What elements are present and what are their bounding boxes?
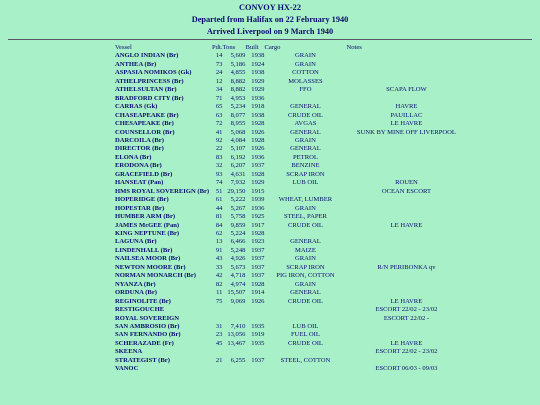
vessel-name: LAGUNA (Br) xyxy=(115,238,157,246)
cargo-cell: FUEL OIL xyxy=(291,331,320,339)
vessel-name: SAN FERNANDO (Br) xyxy=(115,331,181,339)
built-cell: 1914 xyxy=(251,289,265,297)
cargo-cell: GENERAL xyxy=(290,289,321,297)
pdt-cell: 61 xyxy=(215,196,223,204)
notes-cell xyxy=(346,289,466,297)
notes-cell: LE HAVRE xyxy=(390,221,423,229)
tons-cell: 6,255 xyxy=(230,356,246,364)
table-row xyxy=(115,323,466,331)
pdt-cell: 81 xyxy=(215,213,223,221)
notes-cell xyxy=(346,323,466,331)
pdt-cell: 41 xyxy=(215,128,223,136)
cargo-cell: MAIZE xyxy=(295,246,316,254)
table-row xyxy=(115,154,466,162)
cargo-cell: GENERAL xyxy=(290,128,321,136)
pdt-cell: 93 xyxy=(215,170,223,178)
built-cell: 1938 xyxy=(251,69,265,77)
column-header-built: Built xyxy=(245,44,259,51)
vessel-name: SKEENA xyxy=(115,348,143,356)
built-cell xyxy=(245,348,264,356)
vessel-name: HOPESTAR (Br) xyxy=(115,204,165,212)
tons-cell: 4,718 xyxy=(230,272,246,280)
vessel-name: NYANZA (Br) xyxy=(115,280,156,288)
notes-cell xyxy=(346,247,466,255)
vessel-name: SAN AMBROSIO (Br) xyxy=(115,322,180,330)
built-cell: 1935 xyxy=(251,339,265,347)
vessel-name: RESTIGOUCHE xyxy=(115,306,165,314)
notes-cell: OCEAN ESCORT xyxy=(381,187,432,195)
built-cell: 1926 xyxy=(251,128,265,136)
tons-cell: 5,222 xyxy=(230,196,246,204)
pdt-cell: 83 xyxy=(215,153,223,161)
built-cell: 1935 xyxy=(251,322,265,330)
cargo-cell: GRAIN xyxy=(295,280,316,288)
notes-cell xyxy=(346,213,466,221)
notes-cell xyxy=(346,78,466,86)
cargo-cell xyxy=(264,230,346,238)
pdt-cell: 91 xyxy=(215,246,223,254)
built-cell: 1919 xyxy=(251,331,265,339)
pdt-cell: 65 xyxy=(215,103,223,111)
notes-cell xyxy=(346,205,466,213)
built-cell: 1926 xyxy=(251,297,265,305)
tons-cell: 8,955 xyxy=(230,120,246,128)
vessel-name: ANGLO INDIAN (Br) xyxy=(115,52,179,60)
built-cell: 1929 xyxy=(251,179,265,187)
notes-cell xyxy=(346,61,466,69)
built-cell: 1929 xyxy=(251,77,265,85)
pdt-cell: 62 xyxy=(215,229,223,237)
built-cell: 1923 xyxy=(251,238,265,246)
vessel-name: ATHELSULTAN (Br) xyxy=(115,86,177,94)
table-row xyxy=(115,52,466,60)
table-row xyxy=(115,129,466,137)
arrival-line: Arrived Liverpool on 9 March 1940 xyxy=(206,27,334,36)
table-row xyxy=(115,95,466,103)
cargo-cell: GRAIN xyxy=(295,52,316,60)
table-row xyxy=(115,315,466,323)
notes-cell: ESCORT 22/02 - 23/02 xyxy=(375,306,438,314)
table-row xyxy=(115,137,466,145)
column-header-tons: Tons xyxy=(222,44,236,51)
built-cell: 1939 xyxy=(251,196,265,204)
cargo-cell: GRAIN xyxy=(295,60,316,68)
built-cell: 1928 xyxy=(251,170,265,178)
pdt-cell xyxy=(212,315,222,323)
tons-cell: 4,974 xyxy=(230,280,246,288)
cargo-cell xyxy=(264,348,346,356)
table-row xyxy=(115,247,466,255)
table-row xyxy=(115,145,466,153)
table-row xyxy=(115,112,466,120)
tons-cell: 8,077 xyxy=(230,111,246,119)
page-header xyxy=(0,0,540,36)
vessel-name: STRATEGIST (Br) xyxy=(115,356,170,364)
cargo-cell: AVGAS xyxy=(294,120,317,128)
built-cell: 1928 xyxy=(251,120,265,128)
tons-cell: 13,056 xyxy=(227,331,246,339)
pdt-cell: 75 xyxy=(215,297,223,305)
vessel-name: HUMBER ARM (Br) xyxy=(115,213,176,221)
built-cell: 1937 xyxy=(251,246,265,254)
pdt-cell: 42 xyxy=(215,272,223,280)
built-cell: 1937 xyxy=(251,162,265,170)
notes-cell: R/N PERIBONKA qv xyxy=(377,263,436,271)
pdt-cell: 21 xyxy=(215,356,223,364)
tons-cell: 5,758 xyxy=(230,213,246,221)
cargo-cell: WHEAT, LUMBER xyxy=(278,196,333,204)
notes-cell xyxy=(346,145,466,153)
vessel-name: VANOC xyxy=(115,365,139,373)
table-row xyxy=(115,205,466,213)
built-cell: 1928 xyxy=(251,229,265,237)
pdt-cell xyxy=(212,306,222,314)
pdt-cell xyxy=(212,365,222,373)
tons-cell: 8,882 xyxy=(230,77,246,85)
vessel-name: LINDENHALL (Br) xyxy=(115,246,173,254)
table-row xyxy=(115,230,466,238)
header-divider xyxy=(8,39,532,40)
vessel-name: DIRECTOR (Br) xyxy=(115,145,164,153)
cargo-cell: GRAIN xyxy=(295,204,316,212)
vessel-name: NORMAN MONARCH (Br) xyxy=(115,272,196,280)
tons-cell: 13,467 xyxy=(227,339,246,347)
table-row xyxy=(115,162,466,170)
pdt-cell: 44 xyxy=(215,204,223,212)
table-row xyxy=(115,188,466,196)
tons-cell: 4,926 xyxy=(230,255,246,263)
notes-cell xyxy=(346,255,466,263)
cargo-cell: CRUDE OIL xyxy=(287,339,323,347)
pdt-cell: 73 xyxy=(215,60,223,68)
pdt-cell: 22 xyxy=(215,145,223,153)
notes-cell xyxy=(346,154,466,162)
notes-cell xyxy=(346,238,466,246)
table-row xyxy=(115,171,466,179)
built-cell: 1928 xyxy=(251,280,265,288)
notes-cell xyxy=(346,171,466,179)
built-cell: 1936 xyxy=(251,153,265,161)
pdt-cell: 51 xyxy=(215,187,223,195)
tons-cell: 5,267 xyxy=(230,204,246,212)
notes-cell: HAVRE xyxy=(395,103,418,111)
tons-cell: 4,084 xyxy=(230,136,246,144)
built-cell: 1929 xyxy=(251,86,265,94)
table-row xyxy=(115,69,466,77)
pdt-cell: 11 xyxy=(216,289,223,297)
vessel-name: ORDUNA (Br) xyxy=(115,289,157,297)
column-header-pdt: Pdt. xyxy=(212,44,223,51)
tons-cell: 9,859 xyxy=(230,221,246,229)
built-cell: 1938 xyxy=(251,111,265,119)
table-row xyxy=(115,196,466,204)
tons-cell: 9,069 xyxy=(230,297,246,305)
cargo-cell: MOLASSES xyxy=(288,77,323,85)
cargo-cell xyxy=(264,95,346,103)
notes-cell xyxy=(346,357,466,365)
built-cell: 1937 xyxy=(251,356,265,364)
pdt-cell: 43 xyxy=(215,255,223,263)
tons-cell: 5,248 xyxy=(230,246,246,254)
notes-cell xyxy=(346,162,466,170)
built-cell: 1937 xyxy=(251,255,265,263)
vessel-name: CHESAPEAKE (Br) xyxy=(115,120,174,128)
vessel-name: KING NEPTUNE (Br) xyxy=(115,229,180,237)
pdt-cell: 92 xyxy=(215,136,223,144)
vessel-name: DARCOILA (Br) xyxy=(115,136,164,144)
pdt-cell: 23 xyxy=(215,331,223,339)
tons-cell: 6,466 xyxy=(230,238,246,246)
vessel-name: SCHERAZADE (Fr) xyxy=(115,339,174,347)
table-row xyxy=(115,78,466,86)
table-row xyxy=(115,298,466,306)
table-row xyxy=(115,281,466,289)
tons-cell: 5,234 xyxy=(230,103,246,111)
notes-cell: LE HAVRE xyxy=(390,297,423,305)
cargo-cell: GRAIN xyxy=(295,255,316,263)
pdt-cell: 71 xyxy=(215,94,223,102)
notes-cell: SCAPA FLOW xyxy=(386,86,427,94)
vessel-name: HANSEAT (Pan) xyxy=(115,179,164,187)
tons-cell: 29,150 xyxy=(227,187,246,195)
pdt-cell: 82 xyxy=(215,280,223,288)
column-header-notes: Notes xyxy=(346,44,362,51)
notes-cell xyxy=(346,196,466,204)
vessel-name: ASPASIA NOMIKOS (Gk) xyxy=(115,69,192,77)
notes-cell: ESCORT 22/02 - 23/02 xyxy=(375,348,438,356)
notes-cell xyxy=(346,272,466,280)
pdt-cell: 31 xyxy=(215,322,223,330)
built-cell: 1937 xyxy=(251,263,265,271)
cargo-cell: GENERAL xyxy=(290,145,321,153)
notes-cell xyxy=(346,69,466,77)
notes-cell xyxy=(346,137,466,145)
built-cell: 1928 xyxy=(251,136,265,144)
pdt-cell: 14 xyxy=(215,52,223,60)
pdt-cell: 32 xyxy=(215,162,223,170)
tons-cell: 7,932 xyxy=(230,179,246,187)
pdt-cell: 34 xyxy=(215,86,223,94)
tons-cell: 15,507 xyxy=(227,289,246,297)
table-row xyxy=(115,103,466,111)
column-header-vessel: Vessel xyxy=(115,44,132,51)
pdt-cell: 74 xyxy=(215,179,223,187)
tons-cell xyxy=(222,315,245,323)
table-row xyxy=(115,289,466,297)
cargo-cell xyxy=(264,306,346,314)
cargo-cell: PETROL xyxy=(292,153,318,161)
tons-cell: 5,609 xyxy=(230,52,246,60)
tons-cell: 5,068 xyxy=(230,128,246,136)
vessel-name: CARRAS (Gk) xyxy=(115,103,158,111)
tons-cell xyxy=(222,365,245,373)
built-cell: 1925 xyxy=(251,213,265,221)
cargo-cell: LUB OIL xyxy=(292,322,319,330)
vessel-name: GRACEFIELD (Br) xyxy=(115,170,173,178)
built-cell: 1917 xyxy=(251,221,265,229)
vessel-name: NEWTON MOORE (Br) xyxy=(115,263,186,271)
table-row xyxy=(115,365,466,373)
built-cell: 1926 xyxy=(251,145,265,153)
notes-cell: ESCORT 22/02 - xyxy=(383,314,430,322)
pdt-cell: 13 xyxy=(215,238,223,246)
cargo-cell xyxy=(264,365,346,373)
tons-cell xyxy=(222,348,245,356)
built-cell: 1915 xyxy=(251,187,265,195)
tons-cell: 5,673 xyxy=(230,263,246,271)
built-cell: 1937 xyxy=(251,272,265,280)
built-cell: 1936 xyxy=(251,94,265,102)
notes-cell: ROUEN xyxy=(395,179,418,187)
vessel-name: ELONA (Br) xyxy=(115,153,152,161)
cargo-cell: CRUDE OIL xyxy=(287,111,323,119)
table-row xyxy=(115,357,466,365)
vessel-name: REGINOLITE (Br) xyxy=(115,297,171,305)
pdt-cell xyxy=(212,348,222,356)
vessel-name: ROYAL SOVEREIGN xyxy=(115,314,180,322)
built-cell: 1924 xyxy=(251,60,265,68)
notes-cell: SUNK BY MINE OFF LIVERPOOL xyxy=(356,128,456,136)
notes-cell xyxy=(346,331,466,339)
vessel-name: ERODONA (Br) xyxy=(115,162,162,170)
cargo-cell: PIG IRON, COTTON xyxy=(276,272,335,280)
tons-cell: 6,207 xyxy=(230,162,246,170)
notes-cell: LE HAVRE xyxy=(390,120,423,128)
table-row xyxy=(115,238,466,246)
table-row xyxy=(115,120,466,128)
cargo-cell: FFO xyxy=(299,86,312,94)
built-cell: 1918 xyxy=(251,103,265,111)
built-cell: 1936 xyxy=(251,204,265,212)
table-row xyxy=(115,61,466,69)
vessel-name: HMS ROYAL SOVEREIGN (Br) xyxy=(115,187,210,195)
column-header-cargo: Cargo xyxy=(264,44,281,51)
pdt-cell: 12 xyxy=(215,77,223,85)
tons-cell: 4,631 xyxy=(230,170,246,178)
vessel-name: CHASEAPEAKE (Br) xyxy=(115,111,179,119)
cargo-cell: COTTON xyxy=(292,69,319,77)
table-row xyxy=(115,86,466,94)
notes-cell: PAUILLAC xyxy=(390,111,423,119)
cargo-cell xyxy=(264,315,346,323)
pdt-cell: 45 xyxy=(215,339,223,347)
table-row xyxy=(115,272,466,280)
tons-cell: 5,107 xyxy=(230,145,246,153)
built-cell xyxy=(245,315,264,323)
tons-cell: 5,224 xyxy=(230,229,246,237)
tons-cell: 6,192 xyxy=(230,153,246,161)
table-row xyxy=(115,179,466,187)
convoy-title: CONVOY HX-22 xyxy=(239,3,301,12)
tons-cell: 7,410 xyxy=(230,322,246,330)
cargo-cell: BENZINE xyxy=(291,162,320,170)
convoy-table xyxy=(115,44,466,374)
tons-cell: 4,953 xyxy=(230,94,246,102)
cargo-cell: CRUDE OIL xyxy=(287,297,323,305)
cargo-cell: CRUDE OIL xyxy=(287,221,323,229)
cargo-cell: STEEL, COTTON xyxy=(280,356,331,364)
table-row xyxy=(115,213,466,221)
vessel-name: BRADFORD CITY (Br) xyxy=(115,94,184,102)
vessel-name: NAILSEA MOOR (Br) xyxy=(115,255,181,263)
built-cell xyxy=(245,306,264,314)
table-row xyxy=(115,331,466,339)
pdt-cell: 24 xyxy=(215,69,223,77)
cargo-cell: STEEL, PAPER xyxy=(283,213,327,221)
table-row xyxy=(115,348,466,356)
cargo-cell: LUB OIL xyxy=(292,179,319,187)
notes-cell xyxy=(346,52,466,60)
table-row xyxy=(115,264,466,272)
notes-cell: LE HAVRE xyxy=(390,339,423,347)
vessel-name: COUNSELLOR (Br) xyxy=(115,128,175,136)
departure-line: Departed from Halifax on 22 February 1940 xyxy=(191,15,349,24)
vessel-name: ATHELPRINCESS (Br) xyxy=(115,77,184,85)
pdt-cell: 72 xyxy=(215,120,223,128)
table-header-row xyxy=(115,44,466,52)
tons-cell: 5,186 xyxy=(230,60,246,68)
vessel-name: JAMES McGEE (Pan) xyxy=(115,221,180,229)
notes-cell xyxy=(346,230,466,238)
tons-cell xyxy=(222,306,245,314)
table-row xyxy=(115,255,466,263)
cargo-cell: GRAIN xyxy=(295,136,316,144)
notes-cell xyxy=(346,281,466,289)
vessel-name: ANTHEA (Br) xyxy=(115,60,157,68)
pdt-cell: 63 xyxy=(215,111,223,119)
cargo-cell xyxy=(264,188,346,196)
table-row xyxy=(115,306,466,314)
notes-cell xyxy=(346,95,466,103)
tons-cell: 4,855 xyxy=(230,69,246,77)
table-row xyxy=(115,222,466,230)
built-cell: 1938 xyxy=(251,52,265,60)
pdt-cell: 33 xyxy=(215,263,223,271)
cargo-cell: GENERAL xyxy=(290,103,321,111)
cargo-cell: GENERAL xyxy=(290,238,321,246)
table-row xyxy=(115,340,466,348)
pdt-cell: 84 xyxy=(215,221,223,229)
cargo-cell: SCRAP IRON xyxy=(286,263,325,271)
built-cell xyxy=(245,365,264,373)
cargo-cell: SCRAP IRON xyxy=(286,170,325,178)
vessel-name: HOPERIDGE (Br) xyxy=(115,196,169,204)
tons-cell: 8,882 xyxy=(230,86,246,94)
notes-cell: ESCORT 06/03 - 09/03 xyxy=(375,365,438,373)
